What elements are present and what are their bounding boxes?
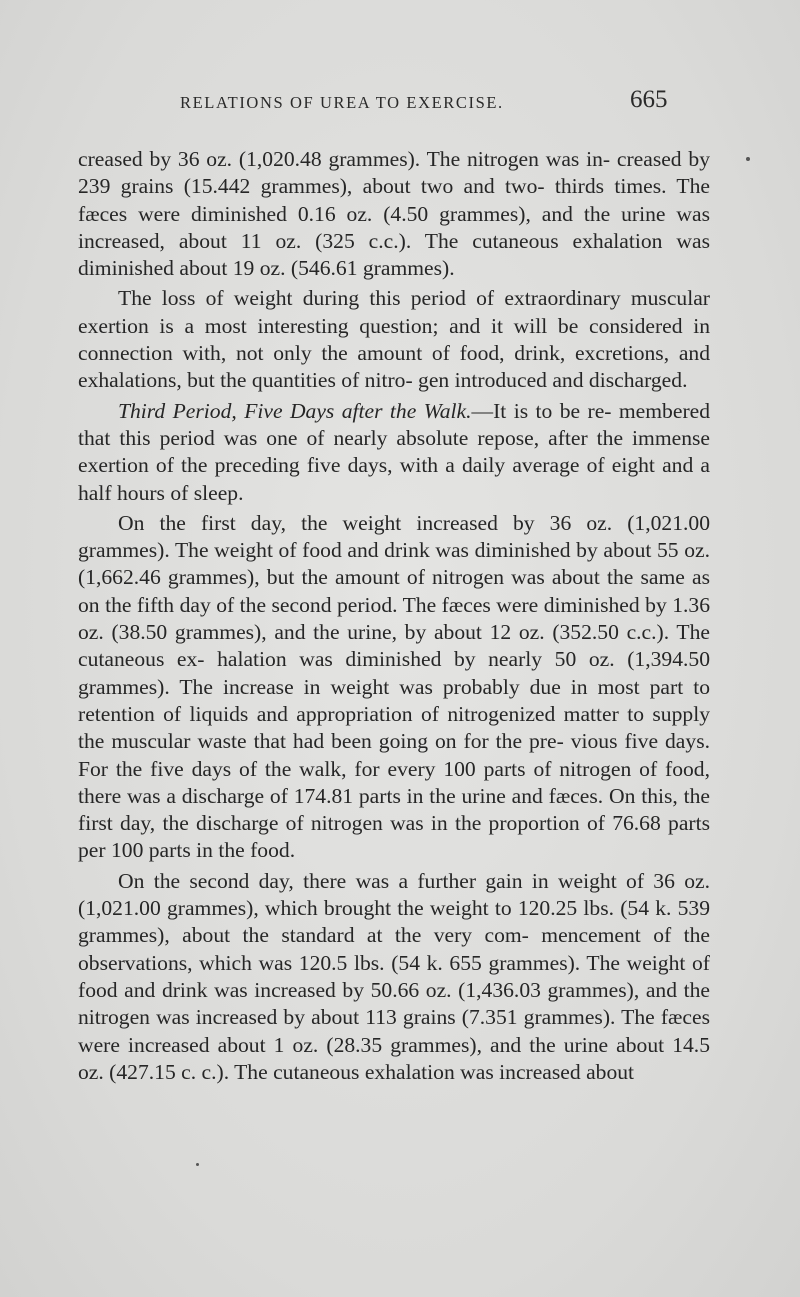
paragraph-4 bbox=[78, 510, 710, 865]
speck-mark bbox=[196, 1163, 199, 1166]
paragraph-1 bbox=[78, 146, 710, 282]
paragraph-2 bbox=[78, 285, 710, 394]
paragraph-4-text: On the first day, the weight increased by 36 oz. (1,021.00 grammes). The weight of food and drink was diminished by about 55 oz. (1,662.46 grammes), but the amount of nitrogen was about the same as on the fifth day of the second period. The fæces were diminished by 1.36 oz. (38.50 grammes), and the urine, by about 12 oz. (352.50 c.c.). The cutaneous ex- halation was diminished by nearly 50 oz. (1,394.50 grammes). The increase in weight was probably due in most part to retention of liquids and appropriation of nitrogenized matter to supply the muscular waste that had been going on for the pre- vious five days. For the five days of the walk, for every 100 parts of nitrogen of food, there was a discharge of 174.81 parts in the urine and fæces. On this, the first day, the discharge of nitrogen was in the proportion of 76.68 parts per 100 parts in the food. bbox=[78, 510, 710, 863]
running-head: RELATIONS OF UREA TO EXERCISE. bbox=[180, 93, 504, 112]
section-heading-third-period: Third Period, Five Days after the Walk. bbox=[118, 398, 472, 423]
speck-mark bbox=[746, 157, 750, 161]
page-number: 665 bbox=[630, 86, 668, 113]
paragraph-5-text: On the second day, there was a further gain in weight of 36 oz. (1,021.00 grammes), which brought the weight to 120.25 lbs. (54 k. 539 grammes), about the standard at the very com- mencement of the observations, which was 120.5 lbs. (54 k. 655 grammes). The weight of food and drink was increased by 50.66 oz. (1,436.03 grammes), and the nitrogen was increased by about 113 grains (7.351 grammes). The fæces were increased about 1 oz. (28.35 grammes), and the urine about 14.5 oz. (427.15 c. c.). The cutaneous exhalation was increased about bbox=[78, 868, 710, 1084]
paragraph-1-text: creased by 36 oz. (1,020.48 grammes). The nitrogen was in- creased by 239 grains (15.442 grammes), about two and two- thirds times. The fæces were diminished 0.16 oz. (4.50 grammes), and the urine was increased, about 11 oz. (325 c.c.). The cutaneous exhalation was diminished about 19 oz. (546.61 grammes). bbox=[78, 147, 710, 281]
paragraph-3 bbox=[78, 398, 710, 507]
paragraph-3-text: —It is to be re- membered that this period was one of nearly absolute repose, after the immense exertion of the preceding five days, with a daily average of eight and a half hours of sleep. bbox=[78, 398, 711, 505]
paragraph-5 bbox=[78, 868, 710, 1086]
paragraph-2-text: The loss of weight during this period of extraordinary muscular exertion is a most interesting question; and it will be considered in connection with, not only the amount of food, drink, excretions, and exhalations, but the quantities of nitro- gen introduced and discharged. bbox=[78, 286, 710, 393]
body-text bbox=[78, 146, 710, 1089]
